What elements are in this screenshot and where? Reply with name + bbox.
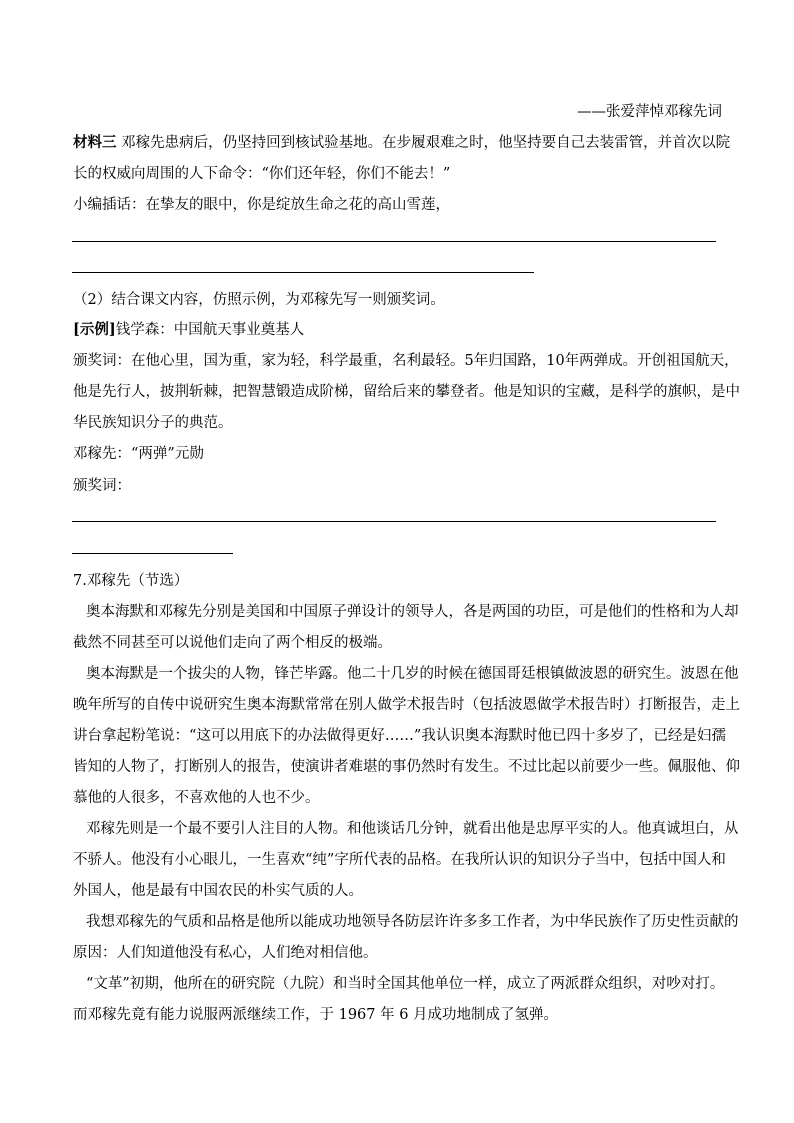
attribution: ——张爱萍悼邓稼先词: [577, 104, 722, 120]
passage-line: 晚年所写的自传中说研究生奥本海默常常在别人做学术报告时（包括波恩做学术报告时）打断报告，走上: [73, 697, 740, 713]
section-7-title: 7.邓稼先（节选）: [73, 573, 189, 589]
answer-blank-line: [72, 521, 716, 522]
passage-line: 讲台拿起粉笔说：“这可以用底下的办法做得更好……”我认识奥本海默时他已四十多岁了，已经是妇孺: [73, 728, 726, 744]
passage-line: 邓稼先则是一个最不要引人注目的人物。和他谈话几分钟，就看出他是忠厚平实的人。他真诚坦白，从: [86, 821, 739, 837]
example-award-line1: 颁奖词：在他心里，国为重，家为轻，科学最重，名利最轻。5年归国路，10年两弹成。开创祖国航天，: [73, 353, 739, 369]
answer-blank-line: [72, 241, 716, 242]
material3-line1: [73, 133, 730, 153]
material3-line2: 长的权威向周围的人下命令：“你们还年轻，你们不能去！”: [73, 166, 451, 182]
material3-text1: 邓稼先患病后，仍坚持回到核试验基地。在步履艰难之时，他坚持要自己去装雷管，并首次以院: [116, 135, 731, 151]
passage-line: 皆知的人物了，打断别人的报告，使演讲者难堪的事仍然时有发生。不过比起以前要少一些。佩服他、仰: [73, 759, 740, 775]
passage-line: 奥本海默是一个拔尖的人物，锋芒毕露。他二十几岁的时候在德国哥廷根镇做波恩的研究生。波恩在他: [86, 666, 739, 682]
editor-note: 小编插话：在挚友的眼中，你是绽放生命之花的高山雪莲，: [73, 197, 450, 213]
deng-subject: 邓稼先：“两弹”元勋: [73, 446, 204, 462]
question-2: （2）结合课文内容，仿照示例，为邓稼先写一则颁奖词。: [73, 292, 445, 308]
passage-line: 慕他的人很多，不喜欢他的人也不少。: [73, 790, 320, 806]
material3-label: 材料三: [73, 134, 117, 151]
passage-line: 外国人，他是最有中国农民的朴实气质的人。: [73, 883, 363, 899]
answer-blank-line: [72, 272, 534, 273]
passage-line: 截然不同甚至可以说他们走向了两个相反的极端。: [73, 635, 392, 651]
passage-line: 我想邓稼先的气质和品格是他所以能成功地领导各防层许许多多工作者，为中华民族作了历史性贡献的: [86, 914, 739, 930]
passage-line: 不骄人。他没有小心眼儿，一生喜欢“纯”字所代表的品格。在我所认识的知识分子当中，包括中国人和: [73, 852, 726, 868]
passage-line: 原因：人们知道他没有私心，人们绝对相信他。: [73, 945, 378, 961]
passage-line: “文革”初期，他所在的研究院（九院）和当时全国其他单位一样，成立了两派群众组织，对吵对打。: [86, 976, 725, 992]
passage-line: 奥本海默和邓稼先分别是美国和中国原子弹设计的领导人，各是两国的功臣，可是他们的性格和为人却: [86, 604, 739, 620]
example-award-line3: 华民族知识分子的典范。: [73, 415, 233, 431]
example-label: [示例]: [73, 321, 116, 338]
example-award-line2: 他是先行人，披荆斩棘，把智慧锻造成阶梯，留给后来的攀登者。他是知识的宝藏，是科学的旗帜，是中: [73, 384, 740, 400]
answer-blank-line: [72, 553, 233, 554]
example-line: [73, 320, 304, 340]
passage-line: 而邓稼先竟有能力说服两派继续工作，于 1967 年 6 月成功地制成了氢弹。: [73, 1007, 559, 1023]
example-subject: 钱学森：中国航天事业奠基人: [115, 322, 305, 338]
award-prompt: 颁奖词：: [73, 478, 131, 494]
